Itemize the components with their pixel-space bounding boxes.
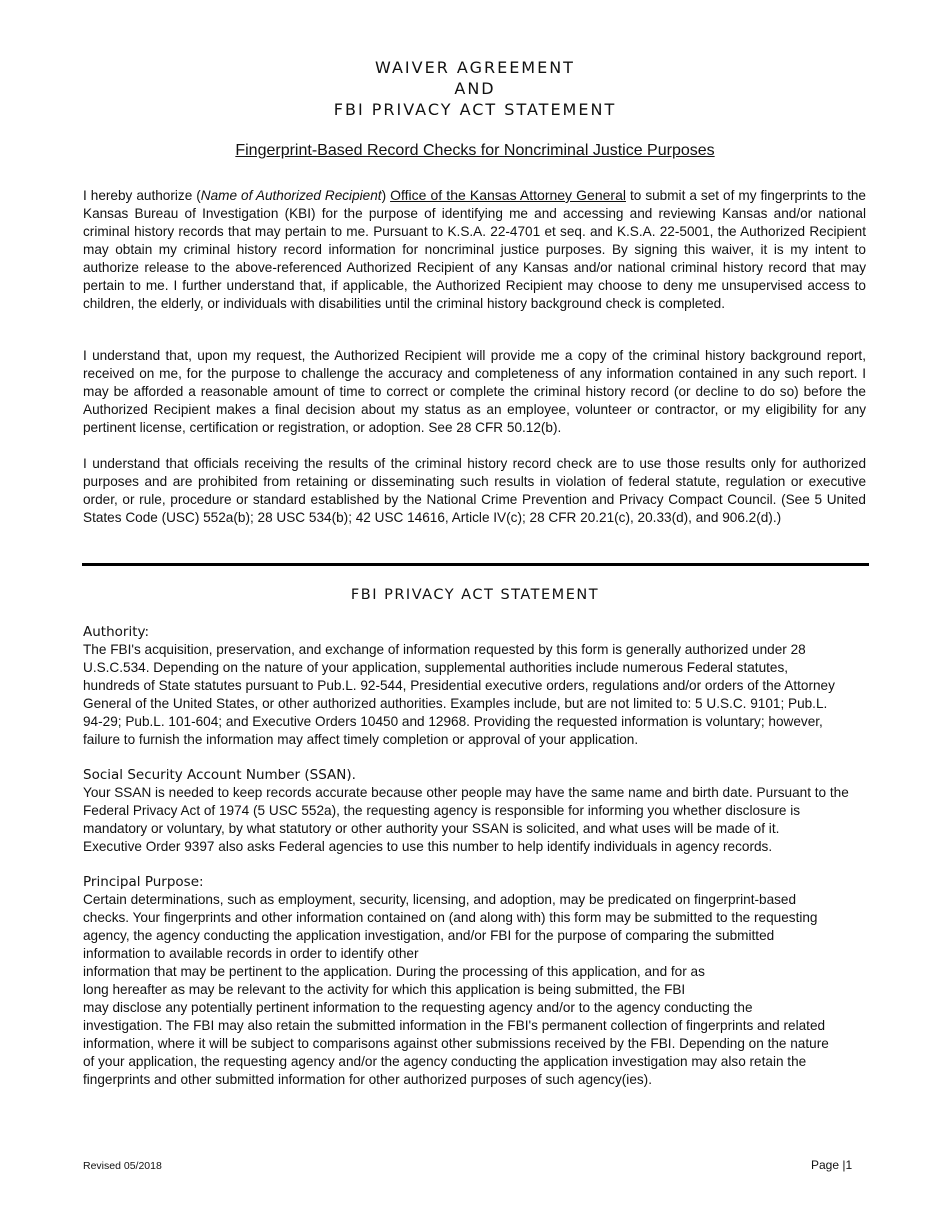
authority-line: General of the United States, or other authorized authorities. Examples include, but are not limited to: 5 U.S.C. 9101; Pub.L. <box>83 696 828 711</box>
revision-date: Revised 05/2018 <box>83 1160 162 1172</box>
waiver-paragraph-1 <box>83 186 866 313</box>
authorize-suffix: ) <box>381 188 387 203</box>
waiver-paragraph-3: I understand that officials receiving the results of the criminal history record check are to use those results only for authorized purposes and are prohibited from retaining or disseminating such results in violation of federal statute, regulation or executive order, or rule, procedure or standard established by the National Crime Prevention and Privacy Compact Council. (See 5 United States Code (USC) 552a(b); 28 USC 534(b); 42 USC 14616, Article IV(c); 28 CFR 20.21(c), 20.33(d), and 906.2(d).) <box>83 456 866 525</box>
purpose-line: fingerprints and other submitted information for other authorized purposes of such agency(ies). <box>83 1072 652 1087</box>
purpose-line: of your application, the requesting agency and/or the agency conducting the application investigation may also retain the <box>83 1054 807 1069</box>
ssan-line: mandatory or voluntary, by what statutory or other authority your SSAN is solicited, and what uses will be made of it. <box>83 821 780 836</box>
title-line-2: AND <box>454 79 496 98</box>
purpose-heading: Principal Purpose: <box>83 874 204 890</box>
purpose-line: Certain determinations, such as employment, security, licensing, and adoption, may be predicated on fingerprint-based <box>83 892 797 907</box>
authority-line: failure to furnish the information may affect timely completion or approval of your application. <box>83 732 639 747</box>
authority-line: 94-29; Pub.L. 101-604; and Executive Orders 10450 and 12968. Providing the requested information is voluntary; however, <box>83 714 823 729</box>
purpose-line: long hereafter as may be relevant to the activity for which this application is being submitted, the FBI <box>83 982 686 997</box>
title-line-3: FBI PRIVACY ACT STATEMENT <box>333 100 617 119</box>
purpose-body <box>83 891 873 1089</box>
page-number: Page |1 <box>811 1158 853 1172</box>
waiver-paragraph-2: I understand that, upon my request, the Authorized Recipient will provide me a copy of the criminal history background report, received on me, for the purpose to challenge the accuracy and completeness of any information contained in any such report. I may be afforded a reasonable amount of time to correct or complete the criminal history record (or decline to do so) before the Authorized Recipient makes a final decision about my status as an employee, volunteer or contractor, or my eligibility for any pertinent license, certification or registration, or adoption. See 28 CFR 50.12(b). <box>83 348 866 435</box>
purpose-line: may disclose any potentially pertinent information to the requesting agency and/or to the agency conducting the <box>83 1000 753 1015</box>
purpose-line: investigation. The FBI may also retain the submitted information in the FBI's permanent collection of fingerprints and related <box>83 1018 826 1033</box>
purpose-line: checks. Your fingerprints and other information contained on (and along with) this form may be submitted to the requesting <box>83 910 818 925</box>
purpose-line: information to available records in order to identify other <box>83 946 419 961</box>
authority-line: The FBI's acquisition, preservation, and exchange of information requested by this form is generally authorized under 28 <box>83 642 806 657</box>
document-subtitle: Fingerprint-Based Record Checks for Noncriminal Justice Purposes <box>235 142 715 159</box>
purpose-line: information that may be pertinent to the application. During the processing of this application, and for as <box>83 964 705 979</box>
authorize-body: to submit a set of my fingerprints to the Kansas Bureau of Investigation (KBI) for the purpose of identifying me and accessing and reviewing Kansas and/or national criminal history records that may pertain to me. Pursuant to K.S.A. 22-4701 et seq. and K.S.A. 22-5001, the Authorized Recipient may obtain my criminal history record information for noncriminal justice purposes. By signing this waiver, it is my intent to authorize release to the above-referenced Authorized Recipient of any Kansas and/or national criminal history record that may pertain to me. I further understand that, if applicable, the Authorized Recipient may choose to deny me unsupervised access to children, the elderly, or individuals with disabilities until the criminal history background check is completed. <box>83 188 866 311</box>
authority-line: U.S.C.534. Depending on the nature of your application, supplemental authorities include numerous Federal statutes, <box>83 660 789 675</box>
title-line-1: WAIVER AGREEMENT <box>375 58 575 77</box>
ssan-line: Federal Privacy Act of 1974 (5 USC 552a), the requesting agency is responsible for informing you whether disclosure is <box>83 803 801 818</box>
ssan-body <box>83 784 873 856</box>
section-divider <box>82 563 869 566</box>
ssan-heading: Social Security Account Number (SSAN). <box>83 767 356 783</box>
recipient-field-label: Name of Authorized Recipient <box>200 188 382 203</box>
ssan-line: Your SSAN is needed to keep records accurate because other people may have the same name and birth date. Pursuant to the <box>83 785 849 800</box>
ssan-line: Executive Order 9397 also asks Federal agencies to use this number to help identify individuals in agency records. <box>83 839 773 854</box>
authority-body <box>83 641 873 749</box>
authorize-prefix: I hereby authorize ( <box>83 188 201 203</box>
purpose-line: information, where it will be subject to comparisons against other submissions received by the FBI. Depending on the nature <box>83 1036 829 1051</box>
privacy-section-title: FBI PRIVACY ACT STATEMENT <box>350 587 600 603</box>
purpose-line: agency, the agency conducting the application investigation, and/or FBI for the purpose of comparing the submitted <box>83 928 775 943</box>
authorized-recipient-field[interactable]: Office of the Kansas Attorney General <box>390 187 626 203</box>
authority-line: hundreds of State statutes pursuant to Pub.L. 92-544, Presidential executive orders, regulations and/or orders of the Attorney <box>83 678 835 693</box>
authority-heading: Authority: <box>83 624 150 640</box>
